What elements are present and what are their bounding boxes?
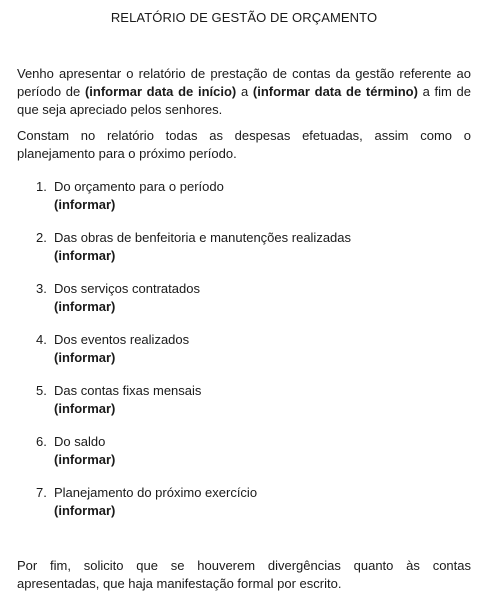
item-placeholder: (informar) <box>54 452 116 467</box>
item-label: Planejamento do próximo exercício <box>54 485 258 500</box>
report-items-list <box>17 178 471 520</box>
intro-text-middle: a <box>236 84 253 99</box>
item-label: Dos serviços contratados <box>54 281 200 296</box>
contents-paragraph: Constam no relatório todas as despesas efetuadas, assim como o planejamento para o próximo período. <box>17 128 471 161</box>
item-placeholder: (informar) <box>54 401 116 416</box>
start-date-placeholder: (informar data de início) <box>84 84 237 99</box>
report-item-saldo <box>17 433 471 469</box>
closing-paragraph: Por fim, solicito que se houverem divergências quanto às contas apresentadas, que haja manifestação formal por escrito. <box>17 558 471 591</box>
item-label: Do saldo <box>54 434 106 449</box>
item-label: Do orçamento para o período <box>54 179 224 194</box>
item-label: Das contas fixas mensais <box>54 383 202 398</box>
item-number: 6. <box>36 434 47 449</box>
intro-text-start: Venho apresentar o relatório de prestação de contas da gestão referente ao período de <box>17 66 471 99</box>
intro-text-end: a fim de que seja apreciado pelos senhores. <box>17 84 471 117</box>
report-item-servicos <box>17 280 471 316</box>
end-date-placeholder: (informar data de término) <box>252 84 418 99</box>
report-item-obras <box>17 229 471 265</box>
item-placeholder: (informar) <box>54 197 116 212</box>
item-placeholder: (informar) <box>54 248 116 263</box>
report-item-orcamento <box>17 178 471 214</box>
item-number: 3. <box>36 281 47 296</box>
report-item-planejamento <box>17 484 471 520</box>
item-number: 1. <box>36 179 47 194</box>
report-item-contas-fixas <box>17 382 471 418</box>
item-number: 5. <box>36 383 47 398</box>
document-title: RELATÓRIO DE GESTÃO DE ORÇAMENTO <box>110 10 378 25</box>
item-placeholder: (informar) <box>54 350 116 365</box>
item-label: Das obras de benfeitoria e manutenções realizadas <box>54 230 352 245</box>
item-number: 4. <box>36 332 47 347</box>
item-number: 7. <box>36 485 47 500</box>
intro-paragraph <box>17 65 471 119</box>
item-label: Dos eventos realizados <box>54 332 190 347</box>
item-number: 2. <box>36 230 47 245</box>
item-placeholder: (informar) <box>54 503 116 518</box>
item-placeholder: (informar) <box>54 299 116 314</box>
report-item-eventos <box>17 331 471 367</box>
